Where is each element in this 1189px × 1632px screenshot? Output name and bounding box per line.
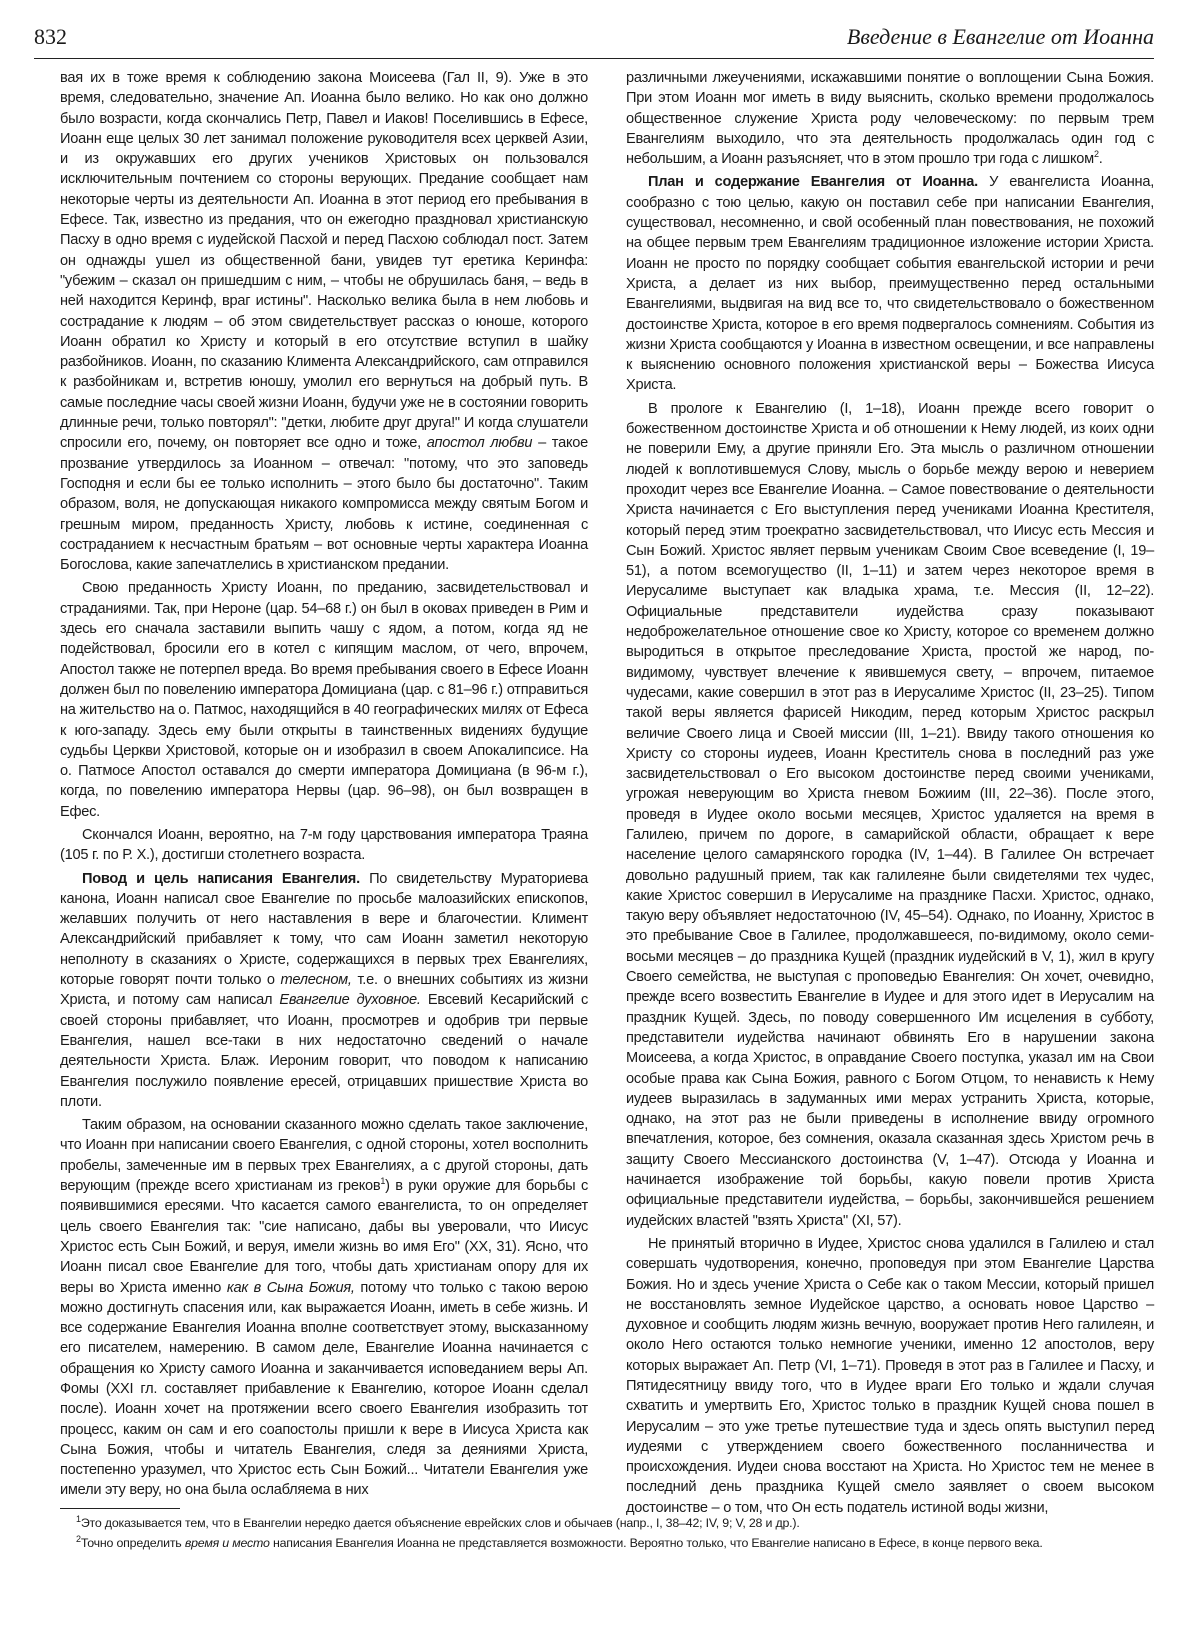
paragraph: Таким образом, на основании сказанного можно сделать такое заключение, что Иоанн при написании своего Евангелия, с одной стороны, хотел восполнить пробелы, замеченные им в первых трех Евангелиях, а с другой стороны, дать верующим (прежде всего христианам из греков$^1$) в руки оружие для борьбы с появившимися ересями. Что касается самого евангелиста, то он определяет цель своего Евангелия так: "сие написано, дабы вы уверовали, что Иисус Христос есть Сын Божий, и веруя, имели жизнь во имя Его" (ХХ, 31). Ясно, что Иоанн писал свое Евангелие для того, чтобы дать христианам опору для их веры во Христа именно как в Сына Божия, потому что только с такою верою можно достигнуть спасения или, как выражается Иоанн, иметь в себе жизнь. И все содержание Евангелия Иоанна вполне соответствует этому, высказанному его писателем, намерению. В самом деле, Евангелие Иоанна начинается с обращения ко Христу самого Иоанна и заканчивается исповеданием веры Ап. Фомы (ХХI гл. составляет прибавление к Евангелию, которое Иоанн сделал после). Иоанн хочет на протяжении всего своего Евангелия изобразить тот процесс, каким он сам и его соапостолы пришли к вере в Иисуса Христа как Сына Божия, чтобы и читатель Евангелия, следя за деяниями Христа, постепенно уразумел, что Христос есть Сын Божий... Читатели Евангелия уже имели эту веру, но она была ослабляема в них bbox=[60, 1117, 588, 1499]
page-header bbox=[34, 22, 1154, 59]
footnote-divider bbox=[60, 1508, 180, 1509]
footnote-ref: 1 bbox=[380, 1176, 386, 1187]
paragraph: Повод и цель написания Евангелия. По свидетельству Мураториева канона, Иоанн написал свое Евангелие по просьбе малоазийских епископов, желавших получить от него наставления в вере и благочестии. Климент Александрийский прибавляет к тому, что сам Иоанн заметил некоторую неполноту в сказаниях о Христе, содержащихся в первых трех Евангелиях, которые говорят почти только о телесном, т.е. о внешних событиях из жизни Христа, и потому сам написал Евангелие духовное. Евсевий Кесарийский с своей стороны прибавляет, что Иоанн, просмотрев и одобрив три первые Евангелия, нашел все-таки в них недостаточно сведений о начале деятельности Христа. Блаж. Иероним говорит, что поводом к написанию Евангелия послужило появление ересей, отрицавших пришествие Христа во плоти. bbox=[60, 870, 588, 1110]
italic-phrase: апостол любви bbox=[426, 435, 533, 452]
section-heading: План и содержание Евангелия от Иоанна. bbox=[648, 174, 978, 191]
paragraph: Не принятый вторично в Иудее, Христос снова удалился в Галилею и стал совершать чудотворения, конечно, проповедуя при этом Евангелие Царства Божия. Но и здесь учение Христа о Себе как о таком Мессии, который пришел не восстановлять земное Иудейское царство, а основать новое Царство – духовное и сообщить людям жизнь вечную, вооружает против Него галилеян, и около Него остаются только немногие ученики, именно 12 апостолов, веру которых выражает Ап. Петр (VI, 1–71). Проведя в этот раз в Галилее и Пасху, и Пятидесятницу ввиду того, что в Иудее враги Его только и ждали случая схватить и умертвить Его, Христос только в праздник Кущей снова пошел в Иерусалим – это уже третье путешествие туда и здесь опять выступил перед иудеями с утверждением своего божественного посланничества и происхождения. Иудеи снова восстают на Христа. Но Христос тем не менее в последний день праздника Кущей смело заявляет о своем высоком достоинстве – о том, что Он есть податель истиной воды жизни, bbox=[626, 1235, 1154, 1516]
paragraph: Скончался Иоанн, вероятно, на 7-м году царствования императора Траяна (105 г. по Р. Х.), достигши столетнего возраста. bbox=[60, 826, 588, 864]
page-number: 832 bbox=[34, 24, 67, 49]
footnote: $^2$Точно определить время и место написания Евангелия Иоанна не представляется возможности. Вероятно только, что Евангелие написано в Ефесе, в конце первого века. bbox=[76, 1533, 1043, 1550]
running-title: Введение в Евангелие от Иоанна bbox=[846, 24, 1154, 49]
paragraph: План и содержание Евангелия от Иоанна. У евангелиста Иоанна, сообразно с тою целью, какую он поставил себе при написании Евангелия, существовал, несомненно, и свой особенный план повествования, не похожий на общее первым трем Евангелиям традиционное изложение истории Христа. Иоанн не просто по порядку сообщает события евангельской истории и речи Христа, а делает из них выбор, преимущественно перед остальными Евангелиями, выдвигая на вид все то, что свидетельствовало о божественном достоинстве Христа, которое в его время подвергалось сомнениям. События из жизни Христа сообщаются у Иоанна в известном освещении, и все направлены к выяснению основного положения христианской веры – Божества Иисуса Христа. bbox=[626, 174, 1155, 394]
paragraph: различными лжеучениями, искажавшими понятие о воплощении Сына Божия. При этом Иоанн мог иметь в виду выяснить, сколько времени продолжалось общественное служение Христа роду человеческому: по первым трем Евангелиям выходило, что эта деятельность продолжалась один год с небольшим, а Иоанн разъясняет, что в этом прошло три года с лишком$^2$. bbox=[626, 70, 1154, 168]
paragraph: В прологе к Евангелию (I, 1–18), Иоанн прежде всего говорит о божественном достоинстве Христа и об отношении к Нему людей, из коих одни не поверили Ему, а другие приняли Его. Эта мысль о различном отношении людей к воплотившемуся Слову, мысль о борьбе между верою и неверием проходит через все Евангелие Иоанна. – Самое повествование о деятельности Христа начинается с Его выступления перед учениками Иоанна Крестителя, который перед этим троекратно засвидетельствовал, что Иисус есть Мессия и Сын Божий. Христос являет первым ученикам Своим Свое всеведение (I, 19–51), а потом всемогущество (II, 1–11) и затем через некоторое время в Иерусалиме выступает как владыка храма, т.е. Мессия (II, 12–22). Официальные представители иудейства сразу показывают недоброжелательное отношение свое ко Христу, которое со временем должно выродиться в открытое преследование Христа, простой же народ, по-видимому, чувствует влечение к явившемуся свету, – впрочем, питаемое чудесами, какие совершил в этот раз в Иерусалиме Христос (II, 23–25). Типом такой веры является фарисей Никодим, перед которым Христос раскрыл величие Своего лица и Своей миссии (III, 1–21). Ввиду такого отношения ко Христу со стороны иудеев, Иоанн Креститель снова в последний раз уже засвидетельствовал о Его высоком достоинстве перед своими учениками, угрожая неверующим во Христа гневом Божиим (III, 22–36). После этого, проведя в Иудее около восьми месяцев, Христос удаляется на время в Галилею, причем по дороге, в самарийской области, обращает к вере население целого самарянского городка (IV, 1–44). В Галилее Он встречает довольно радушный прием, так как галилеяне были свидетелями тех чудес, какие Христос совершил в Иерусалиме на празднике Пасхи. Христос, однако, такую веру объявляет недостаточною (IV, 45–54). Однако, по Иоанну, Христос в это пребывание Свое в Галилее, продолжавшееся, по-видимому, около семи-восьми месяцев – до праздника Кущей (праздник иудейский в V, 1), жил в кругу Своего семейства, не выступая с проповедью Евангелия: Он хочет, очевидно, прежде всего возвестить Евангелие в Иудее и для этого идет в Иерусалим на праздник Кущей. Здесь, по поводу совершенного Им исцеления в субботу, представители иудейства начинают обвинять Его в нарушении закона Моисеева, а когда Христос, в оправдание Своего поступка, указал им на Свои особые права как Сына Божия, равного с Богом Отцом, то ненависть к Нему иудеев выразилась в задуманных ими мерах устранить Христа, которые, однако, на этот раз не были приведены в исполнение ввиду огромного впечатления, которое, без сомнения, оказала сказанная здесь Христом речь в защиту Своего Мессианского достоинства (V, 1–47). Отсюда у Иоанна и начинается изображение той борьбы, какую повели против Христа официальные представители иудейства, – борьбы, закончившейся решением иудейских властей "взять Христа" (XI, 57). bbox=[626, 400, 1154, 1229]
footnote-ref: 2 bbox=[1093, 149, 1099, 160]
footnotes bbox=[60, 1508, 1154, 1553]
left-column bbox=[60, 68, 588, 1499]
paragraph: Свою преданность Христу Иоанн, по преданию, засвидетельствовал и страданиями. Так, при Нероне (цар. 54–68 г.) он был в оковах приведен в Рим и здесь его сначала заставили выпить чашу с ядом, а потом, когда яд не подействовал, бросили его в котел с кипящим маслом, от чего, впрочем, Апостол также не потерпел вреда. Во время пребывания своего в Ефесе Иоанн должен был по повелению императора Домициана (цар. с 81–96 г.) отправиться на жительство на о. Патмос, находящийся в 40 географических милях от Ефеса к юго-западу. Здесь ему были открыты в таинственных видениях будущие судьбы Церкви Христовой, которые он и изобразил в своем Апокалипсисе. На о. Патмосе Апостол оставался до смерти императора Домициана (в 96-м г.), когда, по повелению императора Нервы (цар. 96–98), он был возвращен в Ефес. bbox=[60, 580, 588, 820]
paragraph: вая их в тоже время к соблюдению закона Моисеева (Гал II, 9). Уже в это время, следовательно, значение Ап. Иоанна было велико. Но как оно должно было возрасти, когда скончались Петр, Павел и Иаков! Поселившись в Ефесе, Иоанн еще целых 30 лет занимал положение руководителя всех церквей Азии, и из окружавших его других учеников Христовых он пользовался исключительным почтением со стороны верующих. Предание сообщает нам некоторые черты из деятельности Ап. Иоанна в этот период его пребывания в Ефесе. Так, известно из предания, что он ежегодно праздновал христианскую Пасху в одно время с иудейской Пасхой и перед Пасхою соблюдал пост. Затем он однажды ушел из общественной бани, увидев тут еретика Керинфа: "убежим – сказал он пришедшим с ним, – чтобы не обрушилась баня, – ведь в ней находится Керинф, враг истины". Насколько велика была в нем любовь и сострадание к людям – об этом свидетельствует рассказ о юноше, которого Иоанн обратил ко Христу и который в его отсутствие вступил в шайку разбойников. Иоанн, по сказанию Климента Александрийского, сам отправился к разбойникам и, встретив юношу, умолил его вернуться на добрый путь. В самые последние часы своей жизни Иоанн, будучи уже не в состоянии говорить длинные речи, только повторял": "детки, любите друг друга!" И когда слушатели спросили его, почему, он повторяет все одно и тоже, апостол любви – такое прозвание утвердилось за Иоанном – отвечал: "потому, что это заповедь Господня и если бы ее только исполнить – этого было бы достаточно". Таким образом, воля, не допускающая никакого компромисса между святым Богом и грешным миром, преданность Христу, любовь к истине, соединенная с состраданием к несчастным братьям – вот основные черты характера Иоанна Богослова, какие запечатлелись в христианском предании. bbox=[60, 70, 588, 574]
text-columns bbox=[60, 68, 1155, 1516]
section-heading: Повод и цель написания Евангелия. bbox=[82, 870, 360, 887]
footnote: $^1$Это доказывается тем, что в Евангелии нередко дается объяснение еврейских слов и обычаев (напр., I, 38–42; IV, 9; V, 28 и др.). bbox=[76, 1513, 800, 1530]
right-column bbox=[626, 68, 1155, 1516]
